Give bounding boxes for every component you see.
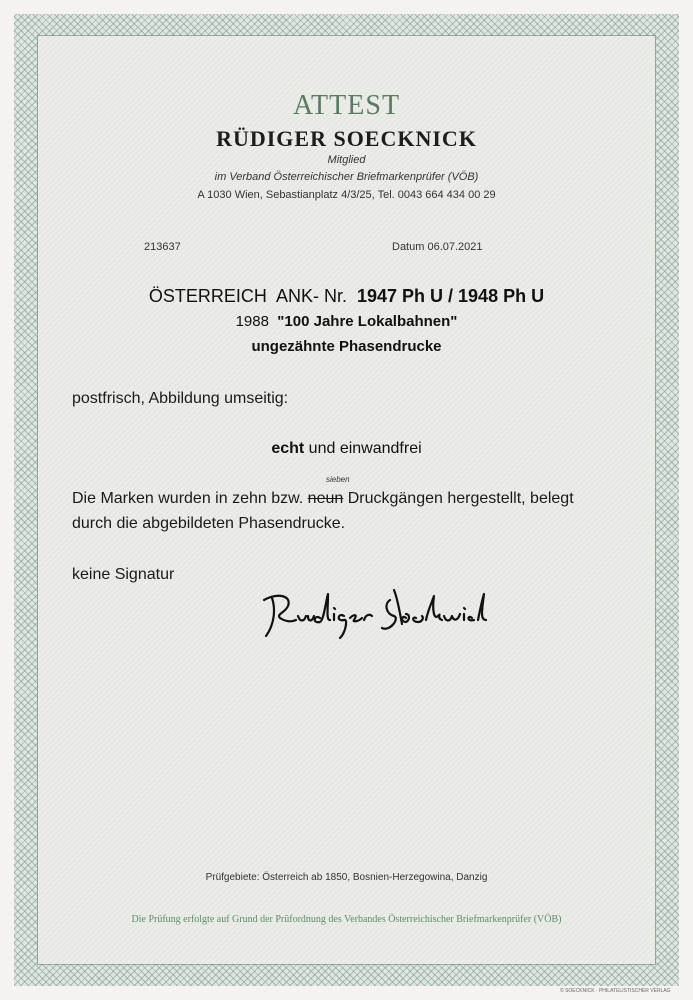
examiner-address: A 1030 Wien, Sebastianplatz 4/3/25, Tel. 0043 664 434 00 29 <box>197 189 496 201</box>
explanation-part: Die Marken wurden in zehn bzw. <box>72 490 308 507</box>
catalog-prefix: ANK- Nr. <box>275 286 347 306</box>
signature-note: keine Signatur <box>72 566 175 583</box>
stamp-identification <box>0 286 693 307</box>
issue-name: "100 Jahre Lokalbahnen" <box>277 313 458 330</box>
date-label: Datum <box>392 241 425 253</box>
catalog-numbers: 1947 Ph U / 1948 Ph U <box>356 286 545 306</box>
legal-basis: Die Prüfung erfolgte auf Grund der Prüfordnung des Verbandes Österreichischer Briefmarkenprüfer (VÖB) <box>131 914 562 925</box>
handwritten-correction: sieben <box>326 475 350 484</box>
verdict-bold: echt <box>271 440 305 457</box>
issue-year: 1988 <box>235 313 269 330</box>
printer-imprint: © SOECKNICK · PHILATELISTISCHER VERLAG <box>560 988 671 994</box>
condition-text: postfrisch, Abbildung umseitig: <box>72 390 289 407</box>
verdict <box>0 440 693 458</box>
attest-title: ATTEST <box>292 90 401 121</box>
explanation-line-1 <box>72 490 574 508</box>
examiner-name: RÜDIGER SOECKNICK <box>216 126 477 151</box>
variety: ungezähnte Phasendrucke <box>251 338 442 355</box>
handwritten-signature <box>258 580 488 650</box>
struck-word: neun <box>307 490 344 507</box>
member-label: Mitglied <box>327 154 366 166</box>
verdict-rest: und einwandfrei <box>304 440 422 457</box>
certificate-date <box>392 241 483 253</box>
date-value: 06.07.2021 <box>427 241 483 253</box>
country: ÖSTERREICH <box>148 286 267 306</box>
certificate-number: 213637 <box>144 241 181 253</box>
issue-line <box>0 313 693 330</box>
examination-scope: Prüfgebiete: Österreich ab 1850, Bosnien-Herzegowina, Danzig <box>205 872 488 883</box>
association-name: im Verband Österreichischer Briefmarkenprüfer (VÖB) <box>214 171 479 183</box>
explanation-line-2: durch die abgebildeten Phasendrucke. <box>72 515 346 532</box>
explanation-part: Druckgängen hergestellt, belegt <box>343 490 574 507</box>
